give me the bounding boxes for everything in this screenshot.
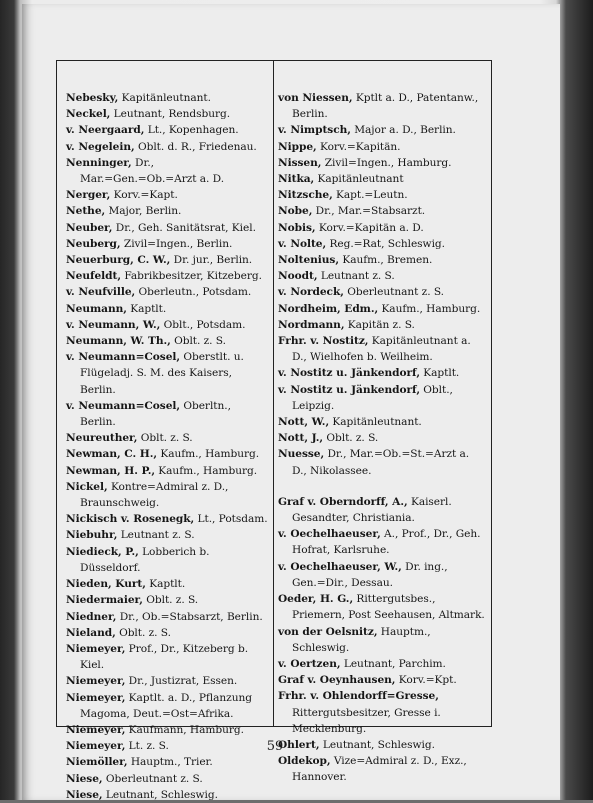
- entry-detail: Lt., Kopenhagen.: [147, 124, 239, 137]
- directory-entry: [66, 203, 268, 219]
- directory-entry: [278, 268, 486, 284]
- entry-name: Neumann, W. Th.,: [66, 335, 171, 348]
- directory-entry: [278, 494, 486, 526]
- directory-entry: [278, 753, 486, 785]
- entry-name: Niedermaier,: [66, 594, 143, 607]
- entry-detail: Reg.=Rat, Schleswig.: [329, 237, 445, 250]
- directory-entry: [66, 301, 268, 317]
- entry-name: Newman, H. P.,: [66, 464, 155, 477]
- entry-detail: Kaufmann, Hamburg.: [128, 723, 244, 736]
- entry-name: Nieden, Kurt,: [66, 578, 146, 591]
- directory-entry: [66, 333, 268, 349]
- entry-detail: Kontre=Admiral z. D., Braunschweig.: [80, 480, 229, 510]
- entry-name: Niemeyer,: [66, 691, 126, 704]
- entry-name: Nott, W.,: [278, 416, 330, 429]
- entry-detail: Leutnant z. S.: [120, 529, 195, 542]
- directory-entry: [278, 446, 486, 478]
- entry-detail: Oberleutn., Potsdam.: [138, 286, 252, 299]
- entry-detail: Korv.=Kpt.: [398, 674, 457, 687]
- directory-entry: [66, 544, 268, 576]
- entry-detail: Leutnant, Schleswig.: [322, 738, 435, 751]
- directory-entry: [66, 738, 268, 754]
- entry-name: Nott, J.,: [278, 432, 324, 445]
- entry-name: Oeder, H. G.,: [278, 593, 354, 606]
- entry-name: Nuesse,: [278, 448, 325, 461]
- directory-entry: [66, 430, 268, 446]
- entry-detail: Kaufm., Hamburg.: [160, 448, 260, 461]
- directory-entry: [66, 463, 268, 479]
- directory-entry: [278, 301, 486, 317]
- entry-name: Niese,: [66, 772, 103, 785]
- entry-name: v. Neufville,: [66, 286, 136, 299]
- directory-entry: [66, 252, 268, 268]
- directory-entry: [66, 592, 268, 608]
- entry-detail: Kaiserl. Gesandter, Christiania.: [292, 495, 452, 525]
- directory-entry: [278, 220, 486, 236]
- entry-name: Neuber,: [66, 221, 113, 234]
- entry-name: Nippe,: [278, 140, 317, 153]
- directory-entry: [66, 220, 268, 236]
- directory-entry: [278, 688, 486, 737]
- entry-detail: Zivil=Ingen., Berlin.: [123, 237, 233, 250]
- entry-name: v. Nimptsch,: [278, 124, 351, 137]
- entry-detail: Fabrikbesitzer, Kitzeberg.: [124, 270, 262, 283]
- directory-entry: [278, 333, 486, 365]
- directory-entry: [66, 690, 268, 722]
- entry-name: v. Oechelhaeuser, W.,: [278, 560, 402, 573]
- entry-detail: Oberleutnant z. S.: [347, 286, 444, 299]
- entry-detail: Oblt. d. R., Friedenau.: [137, 140, 257, 153]
- entry-name: Niese,: [66, 788, 103, 801]
- entry-name: Niemeyer,: [66, 675, 126, 688]
- entry-detail: Oblt. z. S.: [146, 594, 199, 607]
- entry-detail: Prof., Dr., Kitzeberg b. Kiel.: [80, 642, 249, 672]
- entry-name: von Niessen,: [278, 92, 353, 104]
- directory-entry: [278, 284, 486, 300]
- directory-entry: [278, 382, 486, 414]
- directory-entry: [278, 591, 486, 623]
- entry-detail: Kaptlt.: [130, 302, 167, 315]
- entry-name: Graf v. Oberndorff, A.,: [278, 495, 408, 508]
- entry-detail: Dr. jur., Berlin.: [173, 254, 253, 267]
- entry-name: Nitzsche,: [278, 189, 333, 202]
- entry-name: Niedner,: [66, 610, 117, 623]
- entry-name: Neuberg,: [66, 237, 121, 250]
- directory-entry: [278, 187, 486, 203]
- directory-entry: [278, 317, 486, 333]
- page-number: 59: [266, 739, 284, 754]
- entry-name: Nitka,: [278, 173, 315, 186]
- entry-detail: Kaptlt. a. D., Pflanzung Magoma, Deut.=Ost=Afrika.: [80, 691, 252, 720]
- entry-detail: Oblt., Leipzig.: [292, 383, 453, 412]
- directory-entry: [278, 737, 486, 753]
- entry-detail: Kaufm., Hamburg.: [381, 302, 481, 315]
- entry-detail: Oberstlt. u. Flügeladj. S. M. des Kaisers, Berlin.: [80, 351, 244, 396]
- directory-entry: [66, 284, 268, 300]
- directory-entry: [66, 771, 268, 787]
- entry-detail: Dr. ing., Gen.=Dir., Dessau.: [292, 560, 448, 589]
- entry-detail: Kptlt a. D., Patentanw., Berlin.: [292, 92, 479, 121]
- entry-detail: Lobberich b. Düsseldorf.: [80, 545, 210, 574]
- entry-detail: Lt. z. S.: [128, 740, 169, 753]
- entry-name: Oldekop,: [278, 755, 331, 768]
- directory-entry: [66, 787, 268, 803]
- directory-entry: [278, 414, 486, 430]
- entry-detail: Dr., Justizrat, Essen.: [128, 675, 238, 688]
- entry-detail: Rittergutsbes., Priemern, Post Seehausen, Altmark.: [292, 593, 485, 622]
- entry-name: Niebuhr,: [66, 529, 118, 542]
- entry-name: Neureuther,: [66, 432, 138, 445]
- directory-entry: [66, 754, 268, 770]
- entry-detail: Leutnant, Parchim.: [343, 657, 446, 670]
- entry-detail: Dr., Geh. Sanitätsrat, Kiel.: [115, 221, 256, 234]
- directory-entry: [66, 349, 268, 398]
- entry-detail: Oblt. z. S.: [326, 432, 379, 445]
- entry-name: Niedieck, P.,: [66, 545, 139, 558]
- entry-detail: Kaptlt.: [423, 367, 460, 380]
- directory-entry: [66, 155, 268, 187]
- directory-entry: [278, 656, 486, 672]
- entry-name: v. Nostitz u. Jänkendorf,: [278, 367, 420, 380]
- column-divider: [273, 60, 274, 727]
- entry-name: Neufeldt,: [66, 270, 121, 283]
- directory-entry: [278, 122, 486, 138]
- entry-name: v. Nostitz u. Jänkendorf,: [278, 383, 420, 396]
- entry-detail: Kapitänleutnant: [317, 173, 404, 186]
- entry-name: Nickisch v. Rosenegk,: [66, 513, 195, 526]
- directory-entry: [278, 90, 486, 122]
- entry-detail: Hauptm., Trier.: [130, 756, 213, 769]
- directory-entry: [66, 527, 268, 543]
- directory-entry: [66, 625, 268, 641]
- right-column: [278, 90, 486, 786]
- directory-entry: [66, 641, 268, 673]
- entry-name: v. Nolte,: [278, 237, 327, 250]
- entry-detail: Oblt. z. S.: [119, 626, 171, 639]
- entry-name: Newman, C. H.,: [66, 448, 158, 461]
- entry-detail: Oberltn., Berlin.: [80, 399, 231, 429]
- entry-name: Nethe,: [66, 205, 106, 218]
- entry-name: Nebesky,: [66, 92, 119, 104]
- entry-detail: Dr., Mar.=Stabsarzt.: [315, 205, 426, 218]
- entry-name: v. Nordeck,: [278, 286, 344, 299]
- entry-name: Niemöller,: [66, 756, 128, 769]
- directory-entry: [278, 252, 486, 268]
- directory-entry: [66, 317, 268, 333]
- entry-detail: Kaptlt.: [149, 578, 186, 591]
- entry-detail: Korv.=Kapitän a. D.: [318, 221, 424, 234]
- entry-name: Noodt,: [278, 270, 318, 283]
- entry-detail: Kapt.=Leutn.: [336, 189, 408, 202]
- directory-entry: [66, 90, 268, 106]
- entry-name: v. Neumann=Cosel,: [66, 351, 181, 364]
- entry-name: Nobis,: [278, 221, 316, 234]
- entry-name: v. Oertzen,: [278, 657, 341, 670]
- directory-entry: [66, 673, 268, 689]
- entry-name: v. Neumann, W.,: [66, 318, 161, 331]
- directory-entry: [278, 155, 486, 171]
- entry-detail: Dr., Mar.=Ob.=St.=Arzt a. D., Nikolassee.: [292, 448, 470, 477]
- directory-entry: [278, 171, 486, 187]
- entry-name: Neuerburg, C. W.,: [66, 254, 171, 267]
- directory-entry: [278, 203, 486, 219]
- entry-detail: Dr., Mar.=Gen.=Ob.=Arzt a. D.: [80, 156, 225, 186]
- entry-detail: Oblt. z. S.: [174, 335, 226, 348]
- entry-detail: Kaufm., Bremen.: [342, 254, 433, 267]
- entry-name: Niemeyer,: [66, 740, 126, 753]
- entry-detail: Kapitän z. S.: [347, 318, 415, 331]
- entry-detail: Dr., Ob.=Stabsarzt, Berlin.: [119, 610, 263, 623]
- directory-entry: [278, 624, 486, 656]
- entry-name: Nobe,: [278, 205, 313, 218]
- entry-detail: Kapitänleutnant.: [332, 416, 422, 429]
- left-column: [66, 90, 268, 803]
- entry-detail: Oberleutnant z. S.: [105, 772, 203, 785]
- directory-entry: [66, 576, 268, 592]
- directory-entry: [278, 139, 486, 155]
- entry-name: Nenninger,: [66, 156, 132, 169]
- entry-detail: Major, Berlin.: [108, 205, 182, 218]
- entry-name: Frhr. v. Nostitz,: [278, 335, 369, 348]
- entry-name: Nissen,: [278, 156, 322, 169]
- directory-entry: [66, 187, 268, 203]
- entry-name: Graf v. Oeynhausen,: [278, 674, 396, 687]
- directory-entry: [66, 722, 268, 738]
- entry-detail: Lt., Potsdam.: [197, 513, 268, 526]
- entry-name: v. Neumann=Cosel,: [66, 399, 181, 412]
- directory-entry: [66, 122, 268, 138]
- entry-detail: A., Prof., Dr., Geh. Hofrat, Karlsruhe.: [292, 528, 481, 557]
- entry-name: Niemeyer,: [66, 642, 126, 655]
- directory-entry: [66, 106, 268, 122]
- entry-detail: Rittergutsbesitzer, Gresse i. Mecklenburg.: [292, 706, 441, 735]
- entry-detail: Kapitänleutnant.: [121, 92, 211, 104]
- entry-detail: Leutnant z. S.: [320, 270, 395, 283]
- directory-entry: [278, 365, 486, 381]
- entry-detail: Vize=Admiral z. D., Exz., Hannover.: [292, 755, 467, 784]
- directory-entry: [278, 236, 486, 252]
- entry-name: Niemeyer,: [66, 723, 126, 736]
- directory-entry: [66, 268, 268, 284]
- directory-entry: [66, 511, 268, 527]
- entry-detail: Major a. D., Berlin.: [354, 124, 456, 137]
- entry-detail: Oblt. z. S.: [140, 432, 193, 445]
- entry-name: Ohlert,: [278, 738, 320, 751]
- entry-name: Nieland,: [66, 626, 116, 639]
- entry-name: v. Negelein,: [66, 140, 135, 153]
- entry-detail: Kaufm., Hamburg.: [158, 464, 258, 477]
- directory-entry: [66, 446, 268, 462]
- directory-entry: [66, 398, 268, 430]
- entry-name: v. Neergaard,: [66, 124, 145, 137]
- directory-entry: [66, 236, 268, 252]
- directory-entry: [278, 430, 486, 446]
- entry-detail: Leutnant, Schleswig.: [105, 788, 218, 801]
- entry-name: v. Oechelhaeuser,: [278, 528, 381, 541]
- entry-detail: Korv.=Kapt.: [113, 189, 178, 202]
- entry-detail: Kapitänleutnant a. D., Wielhofen b. Weilheim.: [292, 335, 471, 364]
- entry-name: Nordmann,: [278, 318, 345, 331]
- directory-entry: [66, 139, 268, 155]
- entry-name: Frhr. v. Ohlendorff=Gresse,: [278, 690, 439, 703]
- entry-detail: Korv.=Kapitän.: [319, 140, 401, 153]
- directory-entry: [278, 559, 486, 591]
- entry-detail: Oblt., Potsdam.: [163, 318, 246, 331]
- entry-detail: Zivil=Ingen., Hamburg.: [324, 156, 452, 169]
- entry-name: Neckel,: [66, 108, 111, 121]
- entry-detail: Leutnant, Rendsburg.: [113, 108, 231, 121]
- entry-name: Noltenius,: [278, 254, 339, 267]
- directory-entry: [66, 609, 268, 625]
- directory-entry: [278, 672, 486, 688]
- entry-name: Neumann,: [66, 302, 127, 315]
- directory-entry: [278, 526, 486, 558]
- entry-name: Nerger,: [66, 189, 111, 202]
- entry-name: Nordheim, Edm.,: [278, 302, 379, 315]
- entry-detail: Hauptm., Schleswig.: [292, 625, 431, 654]
- directory-entry: [66, 479, 268, 511]
- entry-name: von der Oelsnitz,: [278, 625, 378, 638]
- entry-name: Nickel,: [66, 480, 108, 493]
